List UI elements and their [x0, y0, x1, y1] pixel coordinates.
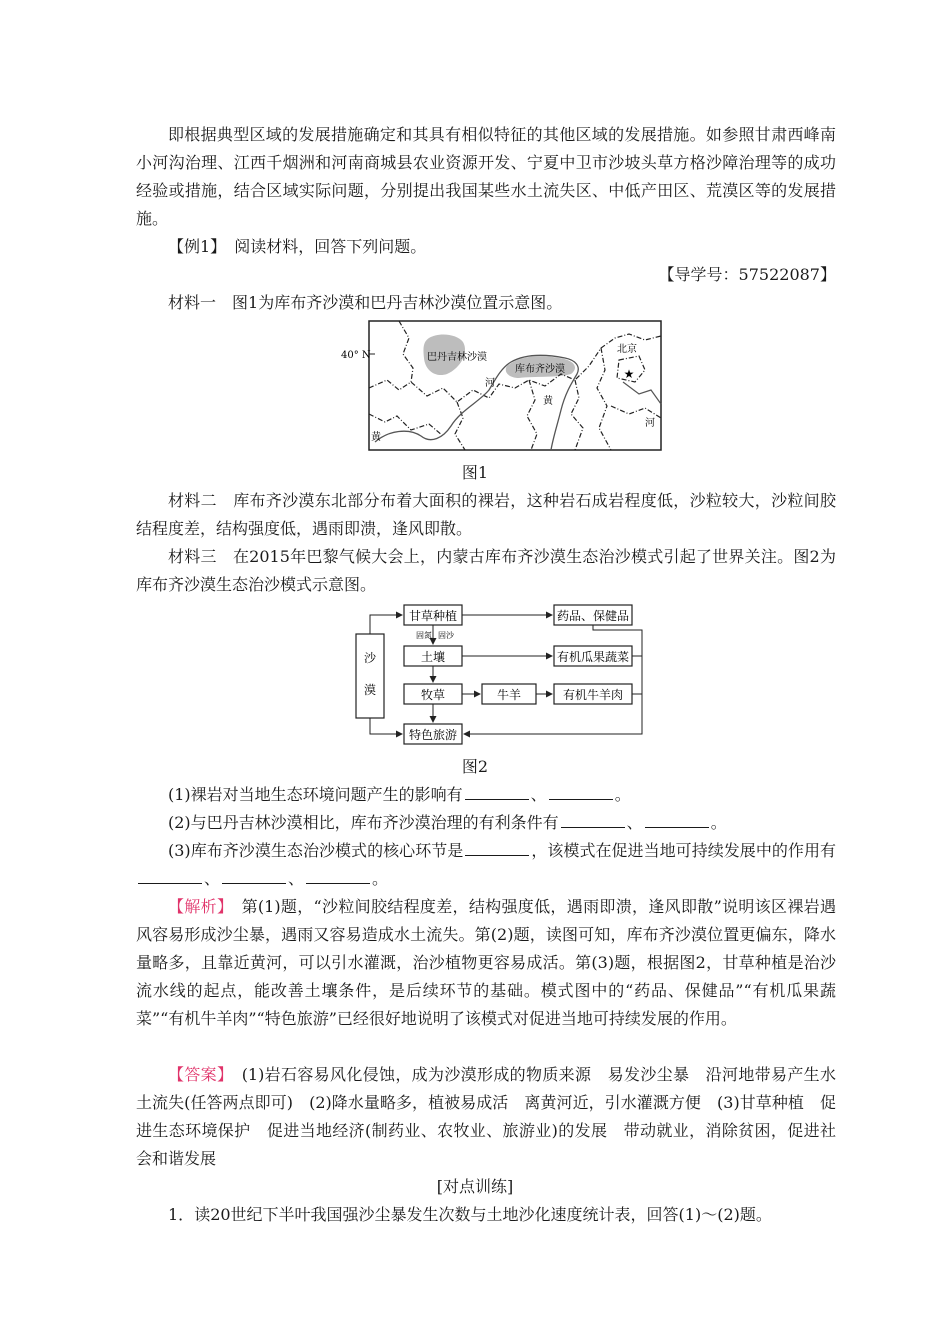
fix-sand-label: 固沙 [438, 631, 454, 640]
answer-paragraph [136, 1061, 836, 1173]
licorice-label: 甘草种植 [408, 609, 458, 623]
answer-label: 【答案】 [168, 1065, 226, 1084]
q2-text: (2)与巴丹吉林沙漠相比，库布齐沙漠治理的有利条件有 [168, 813, 559, 832]
q3-blank-b[interactable] [222, 865, 286, 884]
material1 [136, 289, 836, 317]
badain-label: 巴丹吉林沙漠 [427, 352, 487, 363]
example-label: 【例1】 [168, 237, 219, 256]
river-huang-label: 黄 [543, 396, 553, 407]
question-2 [136, 809, 836, 837]
material2 [136, 487, 836, 543]
analysis-text: 第(1)题，“沙粒间胶结程度差，结构强度低，遇雨即溃，逢风即散”说明该区裸岩遇风容易形成沙尘暴，遇雨又容易造成水土流失。第(2)题，读图可知，库布齐沙漠位置更偏东，降水量略多，且靠近黄河，可以引水灌溉，治沙植物更容易成活。第(3)题，根据图2，甘草种植是治沙流水线的起点，能改善土壤条件，是后续环节的基础。模式图中的“药品、保健品”“有机瓜果蔬菜”“有机牛羊肉”“特色旅游”已经很好地说明了该模式对促进当地可持续发展的作用。 [136, 897, 836, 1028]
river-he-label: 河 [485, 378, 495, 389]
q2-end: 。 [710, 813, 727, 832]
q3-sep-1: 、 [204, 869, 221, 888]
desert-bottom-char: 漠 [363, 683, 377, 697]
map-frame [369, 321, 661, 450]
q1-blank-b[interactable] [549, 781, 613, 800]
example-line [136, 233, 836, 261]
q1-end: 。 [614, 785, 631, 804]
desert-top-char: 沙 [363, 651, 377, 665]
cattle-label: 牛羊 [496, 688, 522, 702]
figure1-map [339, 318, 664, 453]
beijing-label: 北京 [617, 344, 637, 355]
analysis-label: 【解析】 [168, 897, 226, 916]
answer-text: (1)岩石容易风化侵蚀，成为沙漠形成的物质来源 易发沙尘暴 沿河地带易产生水土流失(任答两点即可) (2)降水量略多，植被易成活 离黄河近，引水灌溉方便 (3)甘草种植 促进生态环境保护 促进当地经济(制药业、农牧业、旅游业)的发展 带动就业，消除贫困，促进社会和谐发展 [136, 1065, 836, 1168]
kubuqi-label: 库布齐沙漠 [515, 364, 565, 375]
q3-end: 。 [372, 869, 389, 888]
q2-sep: 、 [626, 813, 643, 832]
q2-blank-b[interactable] [645, 809, 709, 828]
river-huang2-label: 黄 [371, 432, 381, 443]
arrow-desert-licorice [370, 615, 402, 634]
q3-text-b: ，该模式在促进当地可持续发展中的作用有 [531, 841, 836, 860]
q3-text-a: (3)库布齐沙漠生态治沙模式的核心环节是 [168, 841, 464, 860]
training-title: [对点训练] [436, 1177, 514, 1196]
material1-text: 图1为库布齐沙漠和巴丹吉林沙漠位置示意图。 [232, 293, 563, 312]
material2-label: 材料二 [168, 491, 217, 510]
figure2-caption: 图2 [461, 757, 489, 776]
q1-blank-a[interactable] [465, 781, 529, 800]
next-question [136, 1201, 836, 1229]
q3-blank-core[interactable] [465, 837, 529, 856]
question-1 [136, 781, 836, 809]
fix-n-label: 固氮 [416, 631, 432, 640]
river-he2-label: 河 [645, 418, 655, 429]
soil-label: 土壤 [420, 650, 446, 664]
arrow-desert-tourism [370, 718, 402, 734]
q3-sep-2: 、 [288, 869, 305, 888]
next-question-text: 读20世纪下半叶我国强沙尘暴发生次数与土地沙化速度统计表，回答(1)～(2)题。 [194, 1205, 772, 1224]
next-question-number: 1． [168, 1205, 195, 1224]
forage-label: 牧草 [420, 688, 446, 702]
material3-label: 材料三 [168, 547, 217, 566]
material3-text: 在2015年巴黎气候大会上，内蒙古库布齐沙漠生态治沙模式引起了世界关注。图2为库布齐沙漠生态治沙模式示意图。 [136, 547, 836, 594]
q1-text: (1)裸岩对当地生态环境问题产生的影响有 [168, 785, 463, 804]
figure2-diagram [352, 600, 652, 748]
guide-number: 【导学号：57522087】 [658, 265, 836, 284]
q3-blank-c[interactable] [306, 865, 370, 884]
q1-sep: 、 [530, 785, 547, 804]
beijing-star-icon: ★ [623, 367, 635, 381]
arrow-products-tourism [464, 625, 642, 734]
example-text: 阅读材料，回答下列问题。 [234, 237, 427, 256]
medicine-label: 药品、保健品 [556, 609, 630, 623]
material3 [136, 543, 836, 599]
question-3 [136, 837, 836, 893]
tourism-label: 特色旅游 [408, 728, 458, 742]
q3-blank-a[interactable] [138, 865, 202, 884]
intro-paragraph: 即根据典型区域的发展措施确定和其具有相似特征的其他区域的发展措施。如参照甘肃西峰南小河沟治理、江西千烟洲和河南商城县农业资源开发、宁夏中卫市沙坡头草方格沙障治理等的成功经验或措施，结合区域实际问题，分别提出我国某些水土流失区、中低产田区、荒漠区等的发展措施。 [136, 125, 836, 228]
lat-label: 40° N [341, 350, 371, 361]
veg-label: 有机瓜果蔬菜 [556, 650, 630, 664]
material2-text: 库布齐沙漠东北部分布着大面积的裸岩，这种岩石成岩程度低，沙粒较大，沙粒间胶结程度差，结构强度低，遇雨即溃，逢风即散。 [136, 491, 836, 538]
figure1-caption: 图1 [461, 463, 489, 482]
box-desert [356, 634, 384, 718]
beef-label: 有机牛羊肉 [562, 688, 624, 702]
analysis-paragraph [136, 893, 836, 1033]
q2-blank-a[interactable] [561, 809, 625, 828]
material1-label: 材料一 [168, 293, 217, 312]
